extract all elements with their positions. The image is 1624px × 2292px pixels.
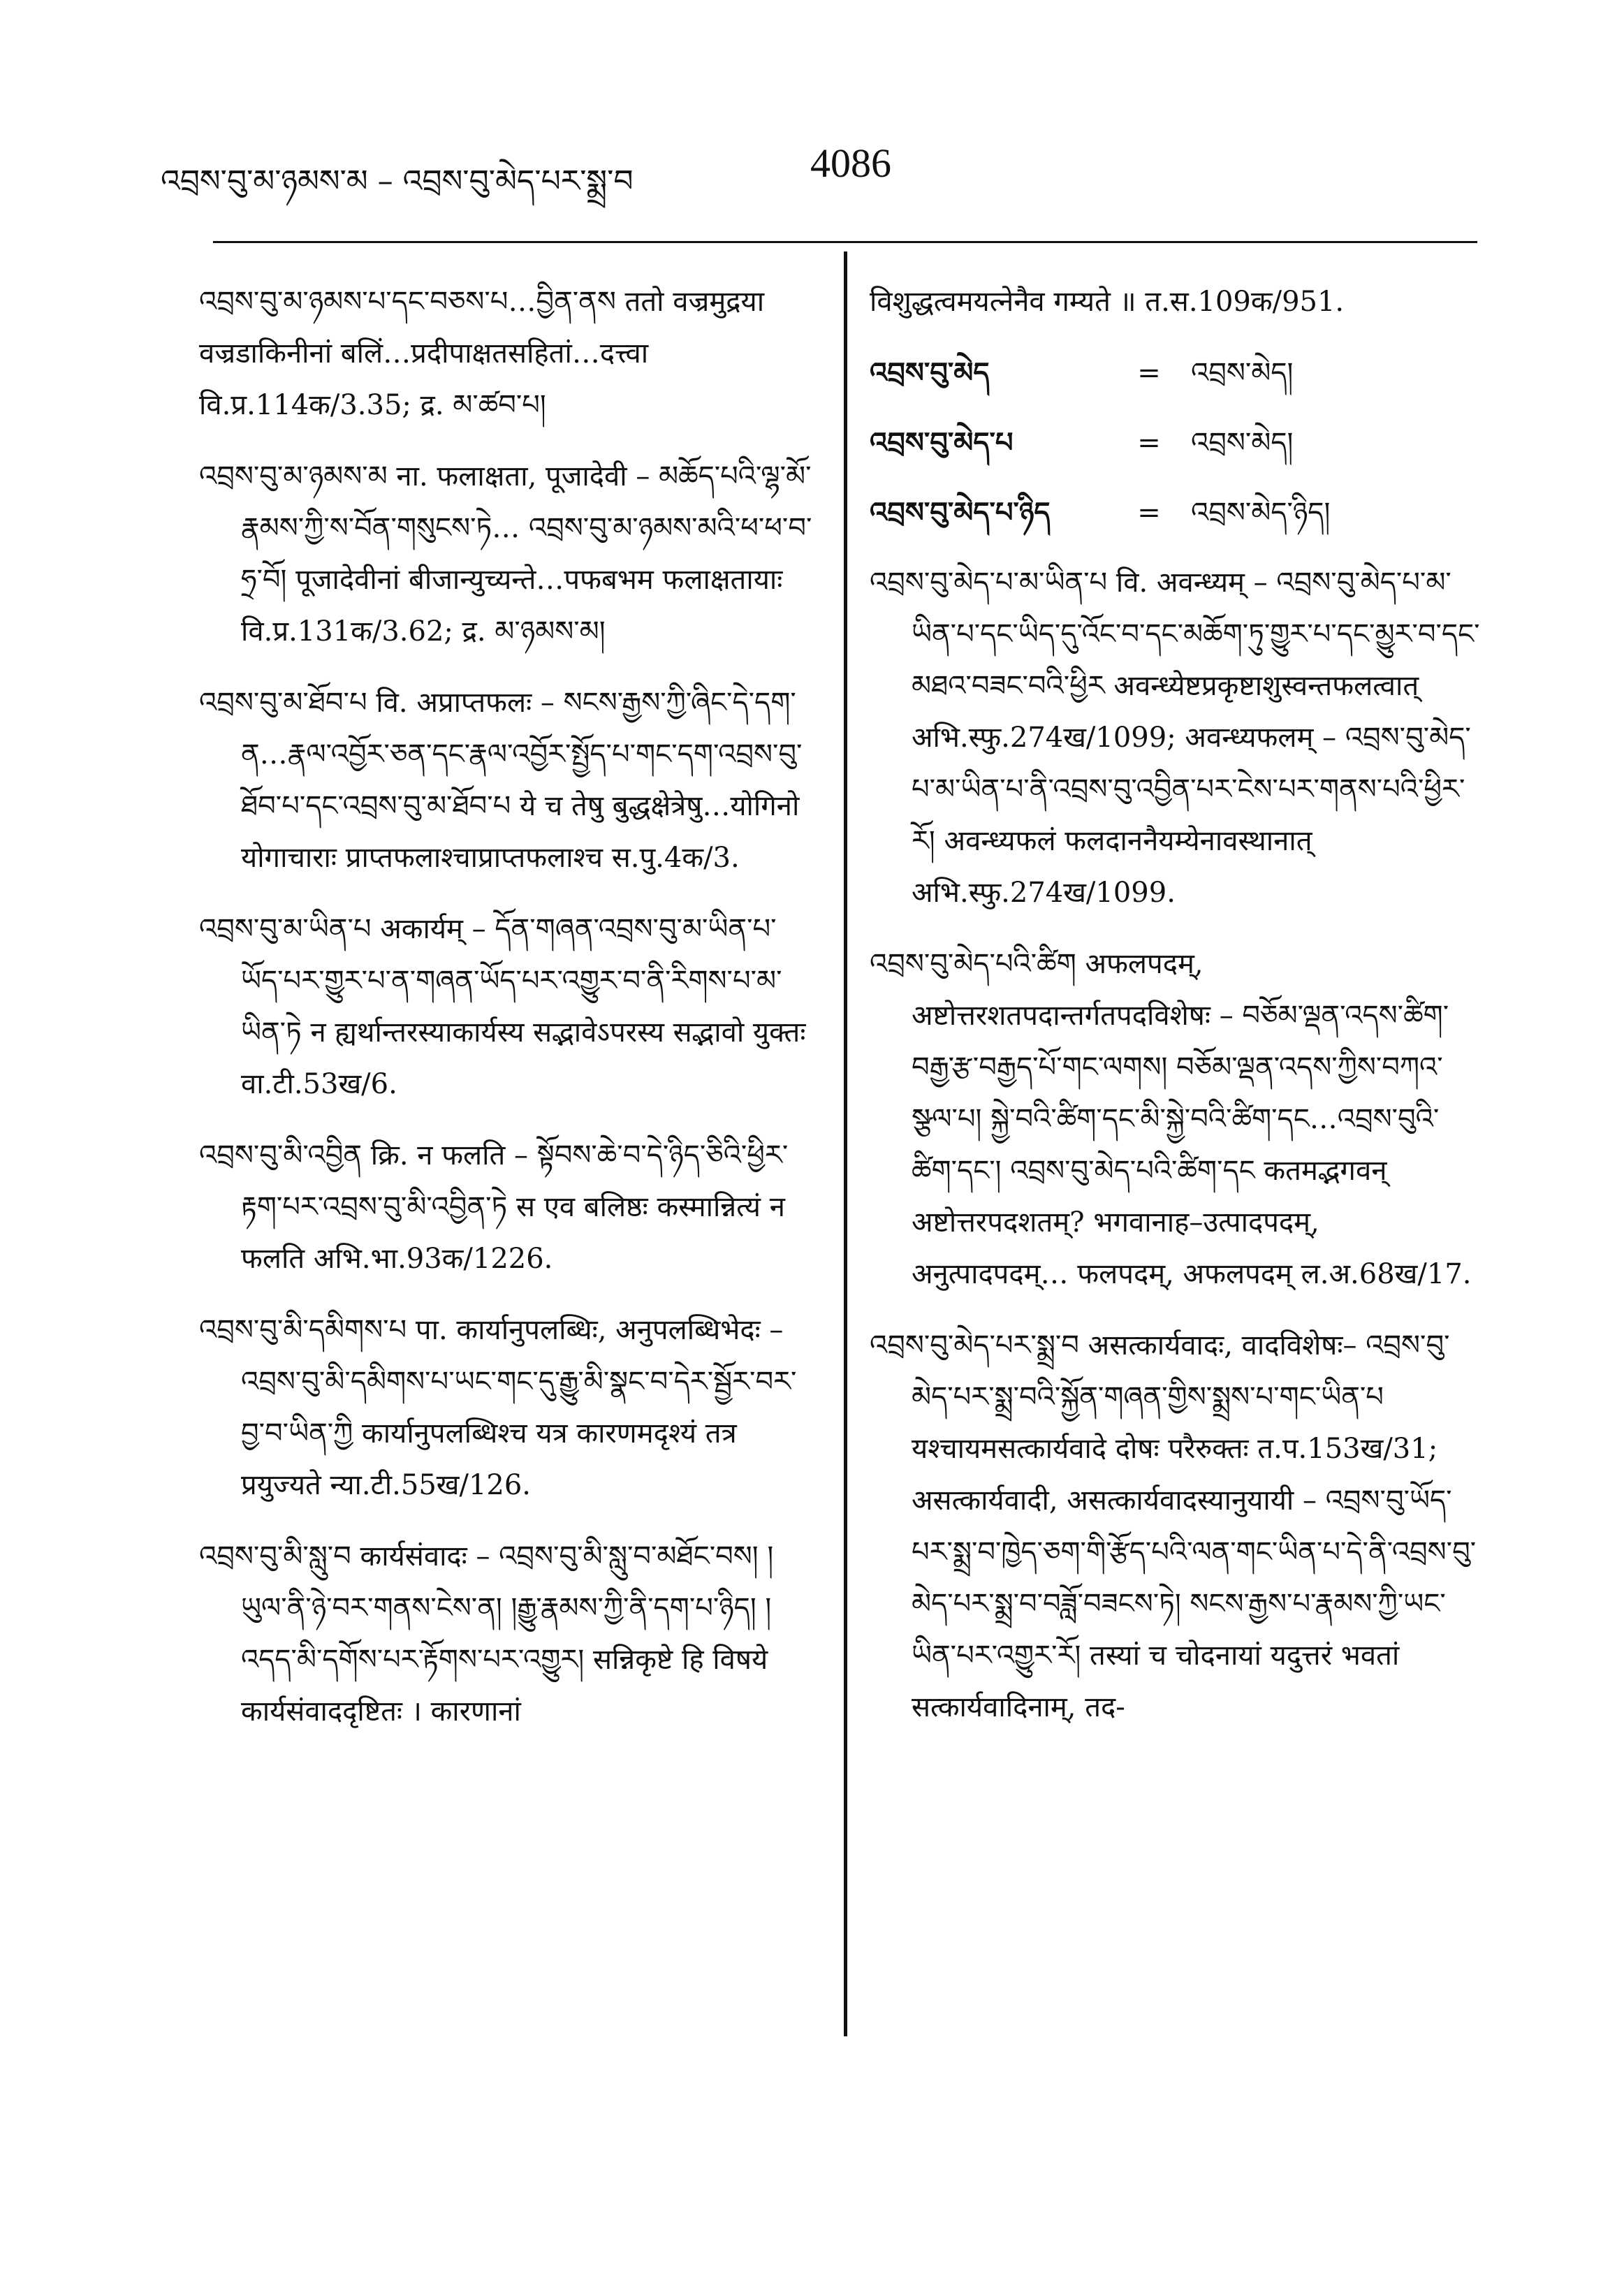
running-header — [161, 140, 1470, 203]
cross-reference — [870, 487, 1484, 539]
dictionary-entry: འབྲས་བུ་མེད་པ་མ་ཡིན་པ वि. अवन्ध्यम् – འབྲས་བུ་མེད་པ་མ་ཡིན་པ་དང་ཡིད་དུ་འོང་བ་དང་མཆོག་ཏུ་གྱུར་པ་དང་མྱུར་བ་དང་མཐའ་བཟང་བའི་ཕྱིར अवन्ध्येष्टप्रकृष्टाशुस्वन्तफलत्वात् अभि.स्फु.274ख/1099; अवन्ध्यफलम् – འབྲས་བུ་མེད་པ་མ་ཡིན་པ་ནི་འབྲས་བུ་འབྱིན་པར་ངེས་པར་གནས་པའི་ཕྱིར་རོ། अवन्ध्यफलं फलदाननैयम्येनावस्थानात् अभि.स्फु.274ख/1099. — [870, 567, 1480, 909]
right-column — [870, 276, 1484, 1753]
xref-equals: = — [1137, 357, 1161, 389]
header-rule — [213, 241, 1477, 243]
cross-reference — [870, 417, 1484, 469]
dictionary-entry: འབྲས་བུ་མ་ཐོབ་པ वि. अप्राप्तफलः – སངས་རྒྱས་ཀྱི་ཞིང་དེ་དག་ན…རྣལ་འབྱོར་ཅན་དང་རྣལ་འབྱོར་སྤྱོད་པ་གང་དག་འབྲས་བུ་ཐོབ་པ་དང་འབྲས་བུ་མ་ཐོབ་པ ये च तेषु बुद्धक्षेत्रेषु…योगिनो योगाचाराः प्राप्तफलाश्चाप्राप्तफलाश्च स.पु.4क/3. — [199, 687, 803, 874]
xref-equals: = — [1137, 427, 1161, 459]
dictionary-entry: འབྲས་བུ་མ་ཉམས་པ་དང་བཅས་པ…བྱིན་ནས ततो वज्रमुद्रया वज्रडाकिनीनां बलिं…प्रदीपाक्षतसहितां…दत्त्वा वि.प्र.114क/3.35; द्र. མ་ཚབ་པ། — [199, 286, 765, 421]
dictionary-entry: འབྲས་བུ་མ་ཉམས་མ ना. फलाक्षता, पूजादेवी – མཆོད་པའི་ལྷ་མོ་རྣམས་ཀྱི་ས་བོན་གསུངས་ཏེ… འབྲས་བུ་མ་ཉམས་མའི་ཕ་ཕ་བ་ཧྲ་བོ། पूजादेवीनां बीजान्युच्यन्ते…पफबभम फलाक्षतायाः वि.प्र.131क/3.62; द्र. མ་ཉམས་མ། — [199, 460, 812, 648]
dictionary-entry: འབྲས་བུ་མེད་པར་སྨྲ་བ असत्कार्यवादः, वादविशेषः– འབྲས་བུ་མེད་པར་སྨྲ་བའི་སྐྱོན་གཞན་གྱིས་སྨྲས་པ་གང་ཡིན་པ यश्चायमसत्कार्यवादे दोषः परैरुक्तः त.प.153ख/31; असत्कार्यवादी, असत्कार्यवादस्यानुयायी – འབྲས་བུ་ཡོད་པར་སྨྲ་བ་ཁྱེད་ཅག་གི་རྩོད་པའི་ལན་གང་ཡིན་པ་དེ་ནི་འབྲས་བུ་མེད་པར་སྨྲ་བ་བཟློ་བཟངས་ཏེ། སངས་རྒྱས་པ་རྣམས་ཀྱི་ཡང་ཡིན་པར་འགྱུར་རོ། तस्यां च चोदनायां यदुत्तरं भवतां सत्कार्यवादिनाम्, तद- — [870, 1329, 1477, 1723]
page-number: 4086 — [810, 140, 891, 186]
left-column — [199, 276, 814, 1757]
dictionary-entry: विशुद्धत्वमयत्नेनैव गम्यते ॥ त.स.109क/951. — [870, 286, 1345, 318]
dictionary-entry: འབྲས་བུ་མི་སླུ་བ कार्यसंवादः – འབྲས་བུ་མི་སླུ་བ་མཐོང་བས། །ཡུལ་ནི་ཉེ་བར་གནས་ངེས་ན། །རྒྱུ་རྣམས་ཀྱི་ནི་དག་པ་ཉིད། །འདད་མི་དགོས་པར་རྟོགས་པར་འགྱུར། सन्निकृष्टे हि विषये कार्यसंवाददृष्टितः । कारणानां — [199, 1540, 774, 1728]
xref-term: འབྲས་བུ་མེད — [870, 356, 990, 389]
dictionary-entry: འབྲས་བུ་མ་ཡིན་པ अकार्यम् – དོན་གཞན་འབྲས་བུ་མ་ཡིན་པ་ཡོད་པར་གྱུར་པ་ན་གཞན་ཡོད་པར་འགྱུར་བ་ནི་རིགས་པ་མ་ཡིན་ཏེ न ह्यर्थान्तरस्याकार्यस्य सद्भावेऽपरस्य सद्भावो युक्तः वा.टी.53ख/6. — [199, 913, 806, 1100]
xref-term: འབྲས་བུ་མེད་པ — [870, 426, 1014, 459]
cross-reference — [870, 347, 1484, 399]
dictionary-entry: འབྲས་བུ་མེད་པའི་ཚིག अफलपदम्, अष्टोत्तरशतपदान्तर्गतपदविशेषः – བཅོམ་ལྡན་འདས་ཚིག་བརྒྱ་རྩ་བརྒྱད་པོ་གང་ལགས། བཅོམ་ལྡན་འདས་ཀྱིས་བཀའ་སྩལ་པ། སྐྱེ་བའི་ཚིག་དང་མི་སྐྱེ་བའི་ཚིག་དང…འབྲས་བུའི་ཚིག་དང་། འབྲས་བུ་མེད་པའི་ཚིག་དང कतमद्भगवन् अष्टोत्तरपदशतम्? भगवानाह–उत्पादपदम्, अनुत्पादपदम्… फलपदम्, अफलपदम् ल.अ.68ख/17. — [870, 948, 1472, 1290]
dictionary-entry: འབྲས་བུ་མི་འབྱིན क्रि. न फलति – སྟོབས་ཆེ་བ་དེ་ཉིད་ཅིའི་ཕྱིར་རྟག་པར་འབྲས་བུ་མི་འབྱིན་ཏེ स एव बलिष्ठः कस्मान्नित्यं न फलति अभि.भा.93क/1226. — [199, 1139, 789, 1275]
xref-target: འབྲས་མེད། — [1191, 357, 1294, 389]
xref-term: འབྲས་བུ་མེད་པ་ཉིད — [870, 496, 1051, 529]
header-guide-words: འབྲས་བུ་མ་ཉམས་མ – འབྲས་བུ་མེད་པར་སྨྲ་བ — [161, 163, 634, 199]
xref-target: འབྲས་མེད་ཉིད། — [1191, 497, 1331, 529]
xref-equals: = — [1137, 497, 1161, 529]
xref-target: འབྲས་མེད། — [1191, 427, 1294, 459]
column-divider — [844, 251, 847, 2036]
dictionary-entry: འབྲས་བུ་མི་དམིགས་པ पा. कार्यानुपलब्धिः, अनुपलब्धिभेदः – འབྲས་བུ་མི་དམིགས་པ་ཡང་གང་དུ་རྒྱུ་མི་སྣང་བ་དེར་སྦྱོར་བར་བྱ་བ་ཡིན་ཀྱི कार्यानुपलब्धिश्च यत्र कारणमदृश्यं तत्र प्रयुज्यते न्या.टी.55ख/126. — [199, 1314, 797, 1501]
